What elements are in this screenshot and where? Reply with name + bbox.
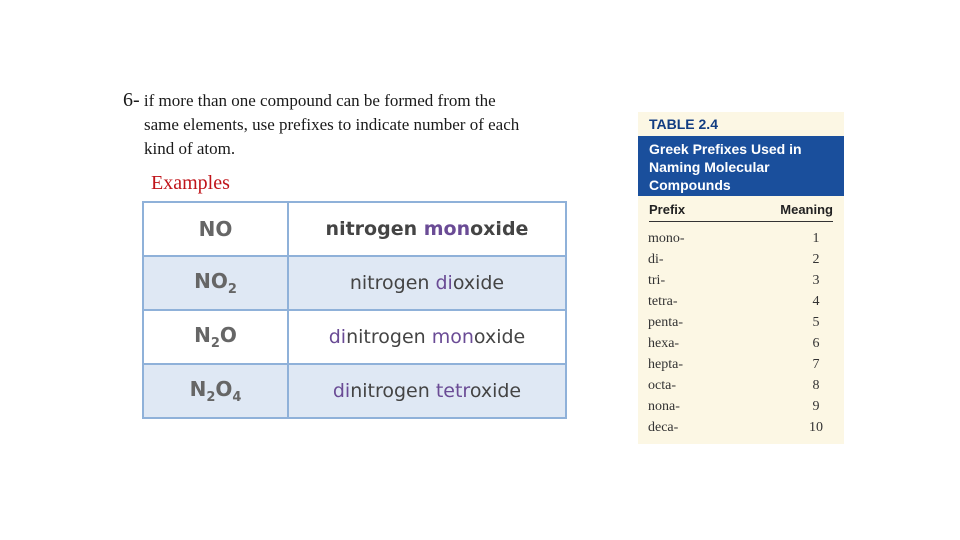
prefix-row [648, 396, 833, 417]
name-element: nitrogen [325, 218, 424, 240]
name-prefix: di [435, 272, 453, 294]
name-suffix: oxide [469, 380, 522, 402]
name-prefix: di [328, 326, 347, 348]
table-caption: Greek Prefixes Used in Naming Molecular Compounds [638, 136, 844, 196]
example-name [288, 364, 566, 418]
col-meaning-header: Meaning [780, 202, 833, 217]
prefix-row [648, 375, 833, 396]
meaning-cell: 5 [812, 315, 820, 330]
prefix-cell: nona- [648, 399, 680, 414]
rule-line-1: if more than one compound can be formed from the [143, 91, 496, 110]
rule-number: 6- [123, 89, 140, 111]
name-prefix: mon [431, 326, 474, 348]
meaning-cell: 1 [812, 231, 820, 246]
prefix-cell: mono- [648, 231, 685, 246]
formula-subscript: 2 [227, 282, 237, 297]
meaning-cell: 8 [812, 378, 820, 393]
meaning-cell: 10 [809, 420, 823, 435]
prefix-row [648, 228, 833, 249]
name-element: nitrogen [350, 380, 436, 402]
prefix-row [648, 312, 833, 333]
name-suffix: oxide [452, 272, 505, 294]
meaning-cell: 4 [812, 294, 820, 309]
example-row [143, 202, 566, 256]
meaning-cell: 3 [812, 273, 820, 288]
examples-heading: Examples [151, 172, 230, 194]
name-suffix: oxide [470, 218, 529, 240]
table-number: TABLE 2.4 [638, 112, 844, 136]
prefix-cell: tri- [648, 273, 666, 288]
formula-subscript: 2 [206, 390, 216, 405]
name-prefix: mon [423, 218, 471, 240]
prefix-cell: hepta- [648, 357, 683, 372]
name-prefix: di [332, 380, 351, 402]
example-row [143, 364, 566, 418]
name-prefix: tetr [435, 380, 470, 402]
prefix-row [648, 417, 833, 438]
prefix-row [648, 354, 833, 375]
rule-text [123, 88, 593, 161]
greek-prefix-table [638, 112, 844, 444]
rule-line-2: same elements, use prefixes to indicate number of each [144, 115, 520, 134]
meaning-cell: 7 [812, 357, 820, 372]
table-header [649, 202, 833, 222]
example-name [288, 256, 566, 310]
meaning-cell: 9 [812, 399, 820, 414]
prefix-cell: deca- [648, 420, 679, 435]
meaning-cell: 6 [812, 336, 820, 351]
example-formula: NO [143, 202, 288, 256]
prefix-row [648, 291, 833, 312]
formula-subscript: 4 [232, 390, 242, 405]
formula-subscript: 2 [210, 336, 220, 351]
col-prefix-header: Prefix [649, 202, 686, 217]
prefix-cell: hexa- [648, 336, 680, 351]
example-formula: $NO_2$ [143, 256, 288, 310]
prefix-rows [648, 228, 833, 438]
prefix-row [648, 249, 833, 270]
prefix-cell: di- [648, 252, 664, 267]
example-formula: $N_2O$ [143, 310, 288, 364]
meaning-cell: 2 [812, 252, 820, 267]
example-name [288, 310, 566, 364]
examples-table [142, 201, 567, 419]
example-formula: $N_2O_4$ [143, 364, 288, 418]
name-suffix: oxide [473, 326, 526, 348]
prefix-cell: penta- [648, 315, 683, 330]
prefix-cell: tetra- [648, 294, 678, 309]
prefix-cell: octa- [648, 378, 676, 393]
prefix-row [648, 270, 833, 291]
prefix-row [648, 333, 833, 354]
rule-line-3: kind of atom. [144, 139, 236, 158]
name-element: nitrogen [349, 272, 436, 294]
name-element: nitrogen [346, 326, 432, 348]
example-row [143, 256, 566, 310]
example-row [143, 310, 566, 364]
example-name [288, 202, 566, 256]
